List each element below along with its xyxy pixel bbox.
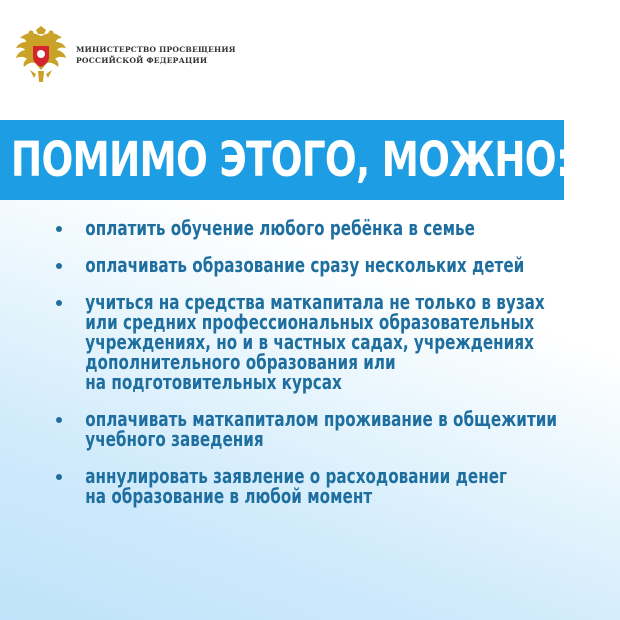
list-item <box>64 466 604 506</box>
list-item-text <box>64 292 610 392</box>
list-item-line: оплатить обучение любого ребёнка в семье <box>85 216 475 240</box>
ministry-logo <box>14 26 236 84</box>
bullet-icon <box>56 263 62 269</box>
list-item-line: учиться на средства маткапитала не только в вузах <box>85 290 545 314</box>
list-item-line: оплачивать маткапиталом проживание в общежитии <box>85 407 558 431</box>
list-item-line: учреждениях, но и в частных садах, учреждениях <box>85 330 534 354</box>
list-item-line: или средних профессиональных образовательных <box>85 310 535 334</box>
list-item-text <box>64 409 610 449</box>
ministry-name <box>76 44 236 66</box>
bullet-icon <box>56 226 62 232</box>
headline-banner <box>0 120 571 200</box>
list-item-line: на подготовительных курсах <box>85 370 342 394</box>
list-item-line: аннулировать заявление о расходовании денег <box>85 464 507 488</box>
list-item-text <box>64 466 610 506</box>
list-item-line: дополнительного образования или <box>85 350 396 374</box>
bullet-icon <box>56 474 62 480</box>
headline-text: ПОМИМО ЭТОГО, МОЖНО: <box>10 132 571 188</box>
bullet-icon <box>56 300 62 306</box>
list-item-line: на образование в любой момент <box>85 484 373 508</box>
list-item-text <box>64 255 610 275</box>
benefits-list <box>64 218 604 523</box>
list-item <box>64 218 604 238</box>
list-item-line: оплачивать образование сразу нескольких детей <box>85 253 525 277</box>
list-item <box>64 255 604 275</box>
list-item <box>64 292 604 392</box>
ministry-name-line1: МИНИСТЕРСТВО ПРОСВЕЩЕНИЯ <box>76 45 236 54</box>
list-item-text <box>64 218 610 238</box>
bullet-icon <box>56 417 62 423</box>
ministry-name-line2: РОССИЙСКОЙ ФЕДЕРАЦИИ <box>76 56 208 65</box>
list-item-line: учебного заведения <box>85 427 264 451</box>
list-item <box>64 409 604 449</box>
double-headed-eagle-emblem-icon <box>14 26 68 84</box>
